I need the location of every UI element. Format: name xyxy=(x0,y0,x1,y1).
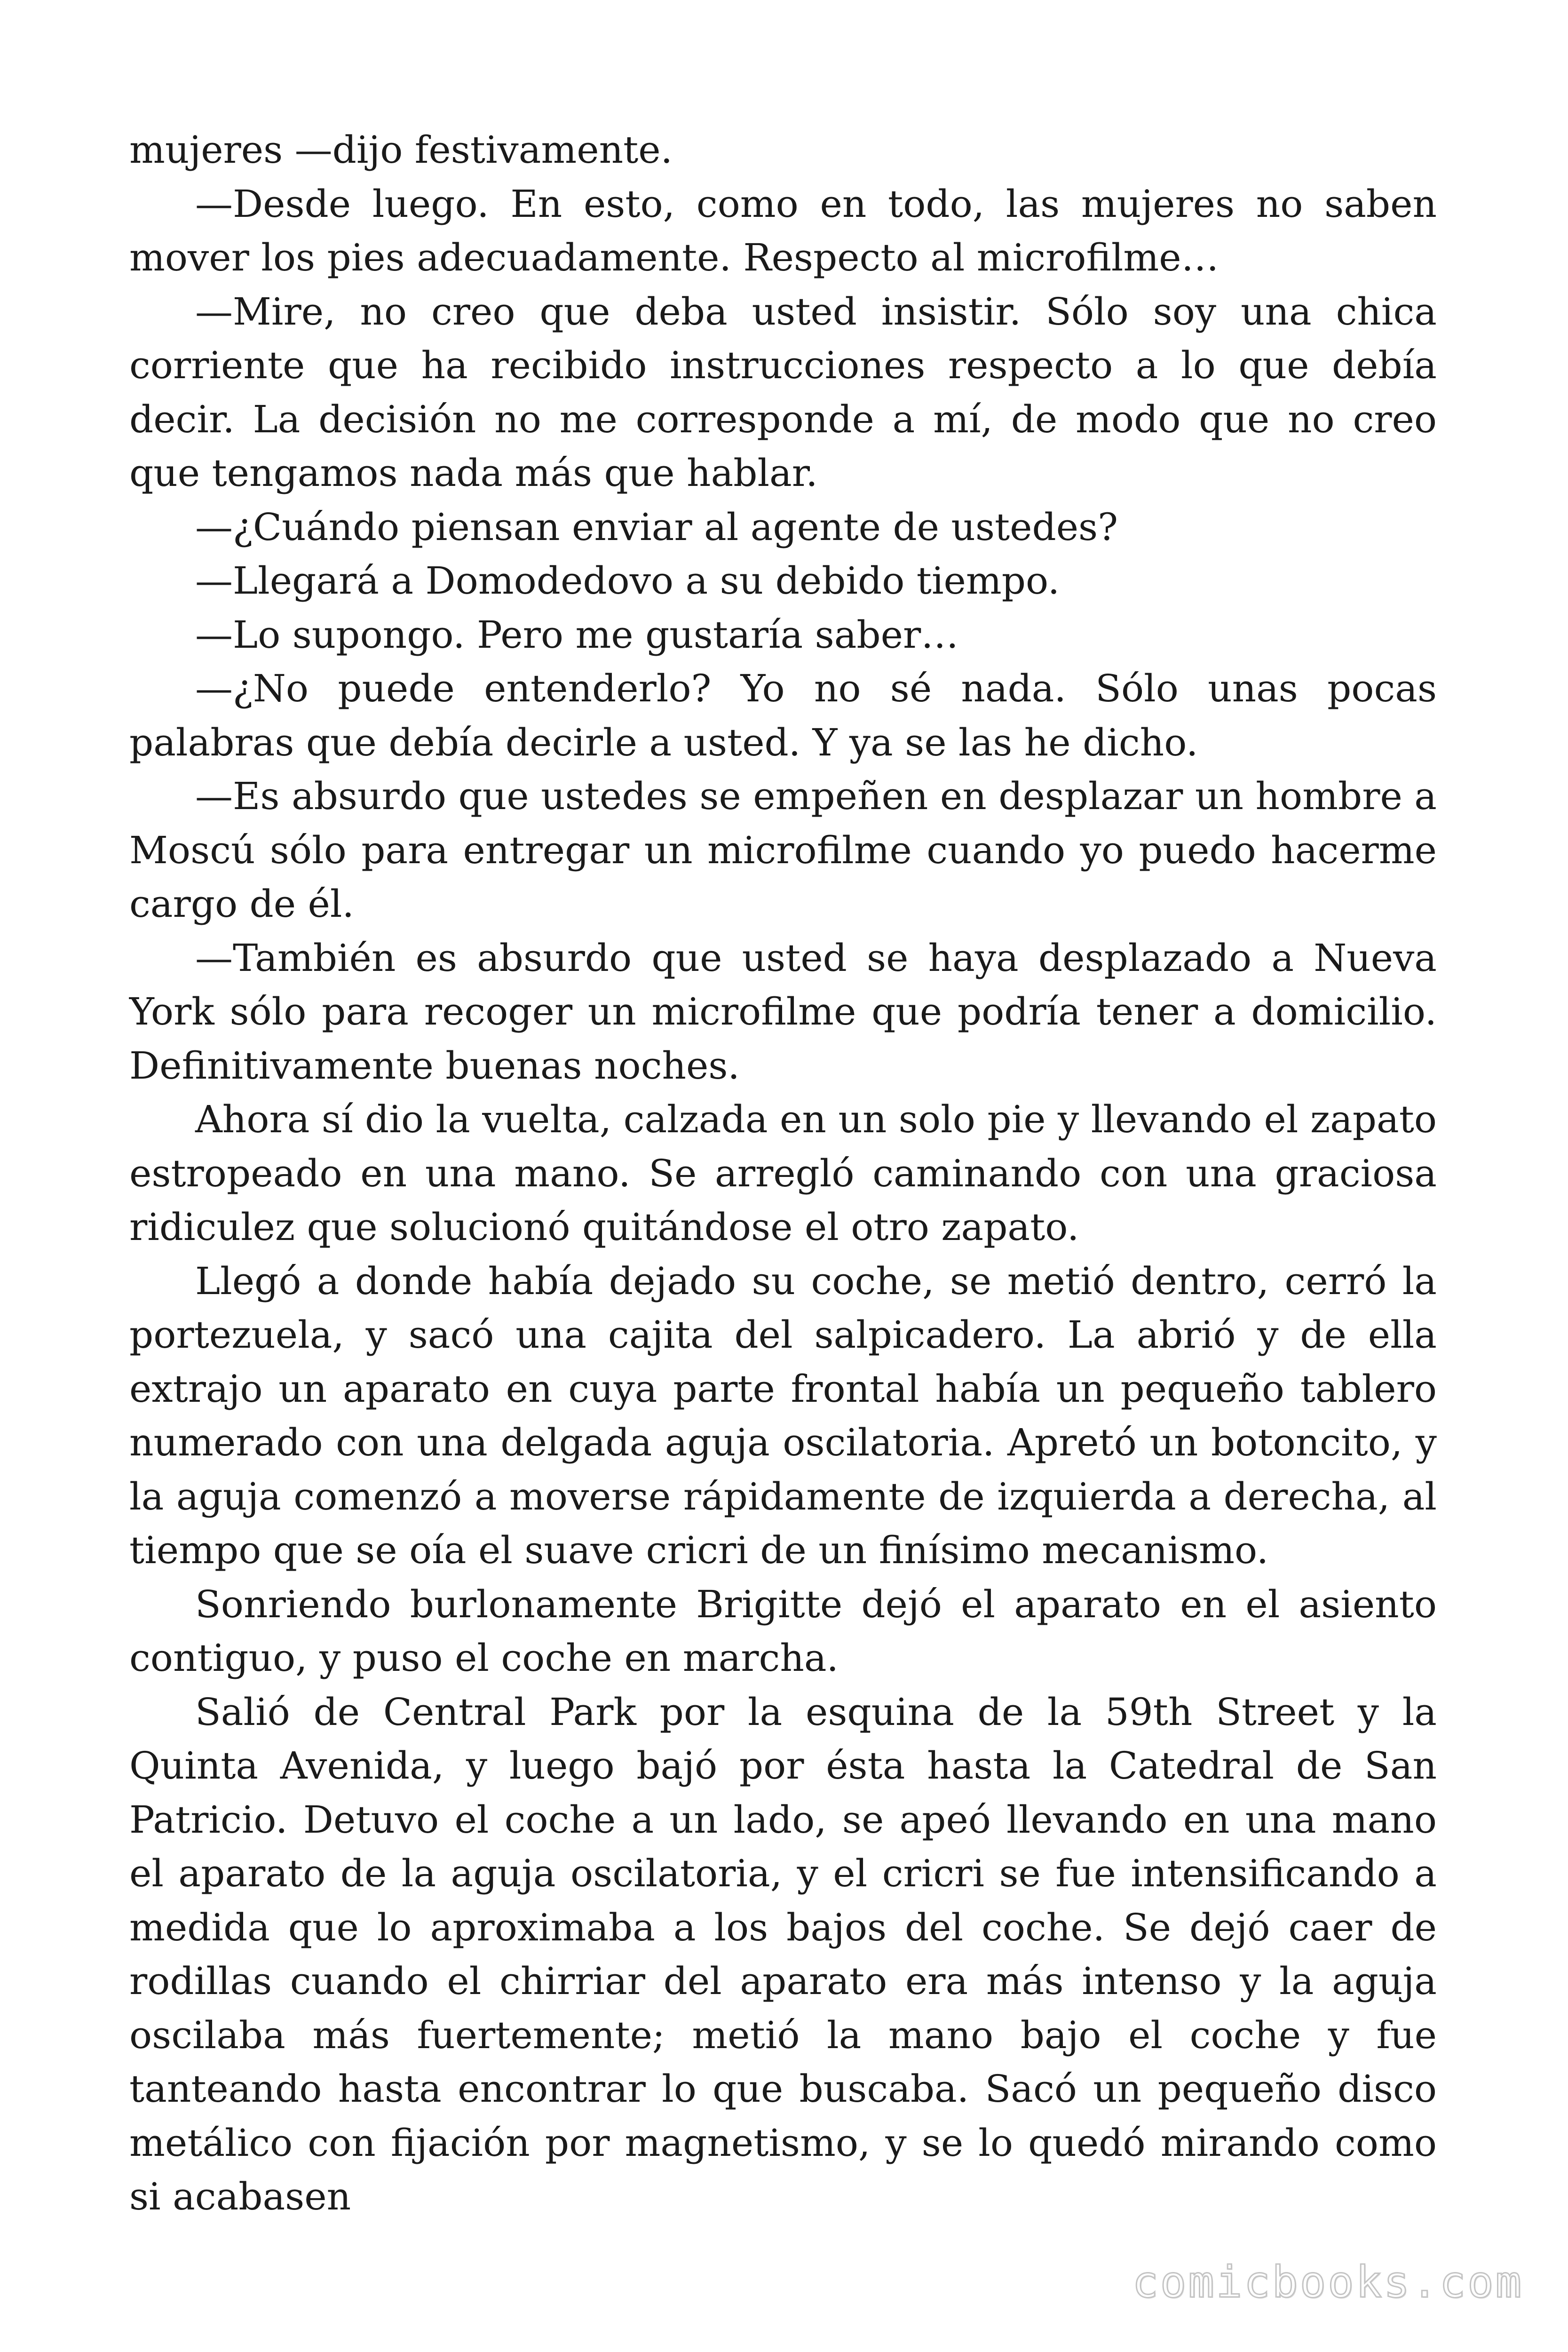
paragraph: —¿No puede entenderlo? Yo no sé nada. Sólo unas pocas palabras que debía decirle a usted. Y ya se las he dicho. xyxy=(129,667,1437,764)
paragraph: Sonriendo burlonamente Brigitte dejó el aparato en el asiento contiguo, y puso el coche en marcha. xyxy=(129,1582,1437,1680)
paragraph: —Es absurdo que ustedes se empeñen en desplazar un hombre a Moscú sólo para entregar un microfilme cuando yo puedo hacerme cargo de él. xyxy=(129,774,1437,926)
paragraph: —También es absurdo que usted se haya desplazado a Nueva York sólo para recoger un microfilme que podría tener a domicilio. Definitivamente buenas noches. xyxy=(129,936,1437,1088)
paragraph-continuation: mujeres —dijo festivamente. xyxy=(129,128,673,172)
paragraph: Llegó a donde había dejado su coche, se metió dentro, cerró la portezuela, y sacó una cajita del salpicadero. La abrió y de ella extrajo un aparato en cuya parte frontal había un pequeño tablero numerado con una delgada aguja oscilatoria. Apretó un botoncito, y la aguja comenzó a moverse rápidamente de izquierda a derecha, al tiempo que se oía el suave cricri de un finísimo mecanismo. xyxy=(129,1259,1437,1572)
paragraph: Salió de Central Park por la esquina de la 59th Street y la Quinta Avenida, y luego bajó por ésta hasta la Catedral de San Patricio. Detuvo el coche a un lado, se apeó llevando en una mano el aparato de la aguja oscilatoria, y el cricri se fue intensificando a medida que lo aproximaba a los bajos del coche. Se dejó caer de rodillas cuando el chirriar del aparato era más intenso y la aguja oscilaba más fuertemente; metió la mano bajo el coche y fue tanteando hasta encontrar lo que buscaba. Sacó un pequeño disco metálico con fijación por magnetismo, y se lo quedó mirando como si acabasen xyxy=(129,1690,1437,2218)
paragraph: —Llegará a Domodedovo a su debido tiempo. xyxy=(195,559,1060,603)
body-text xyxy=(129,123,1437,2224)
paragraph: —Lo supongo. Pero me gustaría saber… xyxy=(195,612,959,657)
paragraph: —Mire, no creo que deba usted insistir. Sólo soy una chica corriente que ha recibido instrucciones respecto a lo que debía decir. La decisión no me corresponde a mí, de modo que no creo que tengamos nada más que hablar. xyxy=(129,289,1437,495)
paragraph: —Desde luego. En esto, como en todo, las mujeres no saben mover los pies adecuadamente. Respecto al microfilme… xyxy=(129,182,1437,279)
watermark: comicbooks.com xyxy=(1132,2257,1523,2307)
paragraph: Ahora sí dio la vuelta, calzada en un solo pie y llevando el zapato estropeado en una mano. Se arregló caminando con una graciosa ridiculez que solucionó quitándose el otro zapato. xyxy=(129,1097,1437,1249)
paragraph: —¿Cuándo piensan enviar al agente de ustedes? xyxy=(195,505,1118,549)
